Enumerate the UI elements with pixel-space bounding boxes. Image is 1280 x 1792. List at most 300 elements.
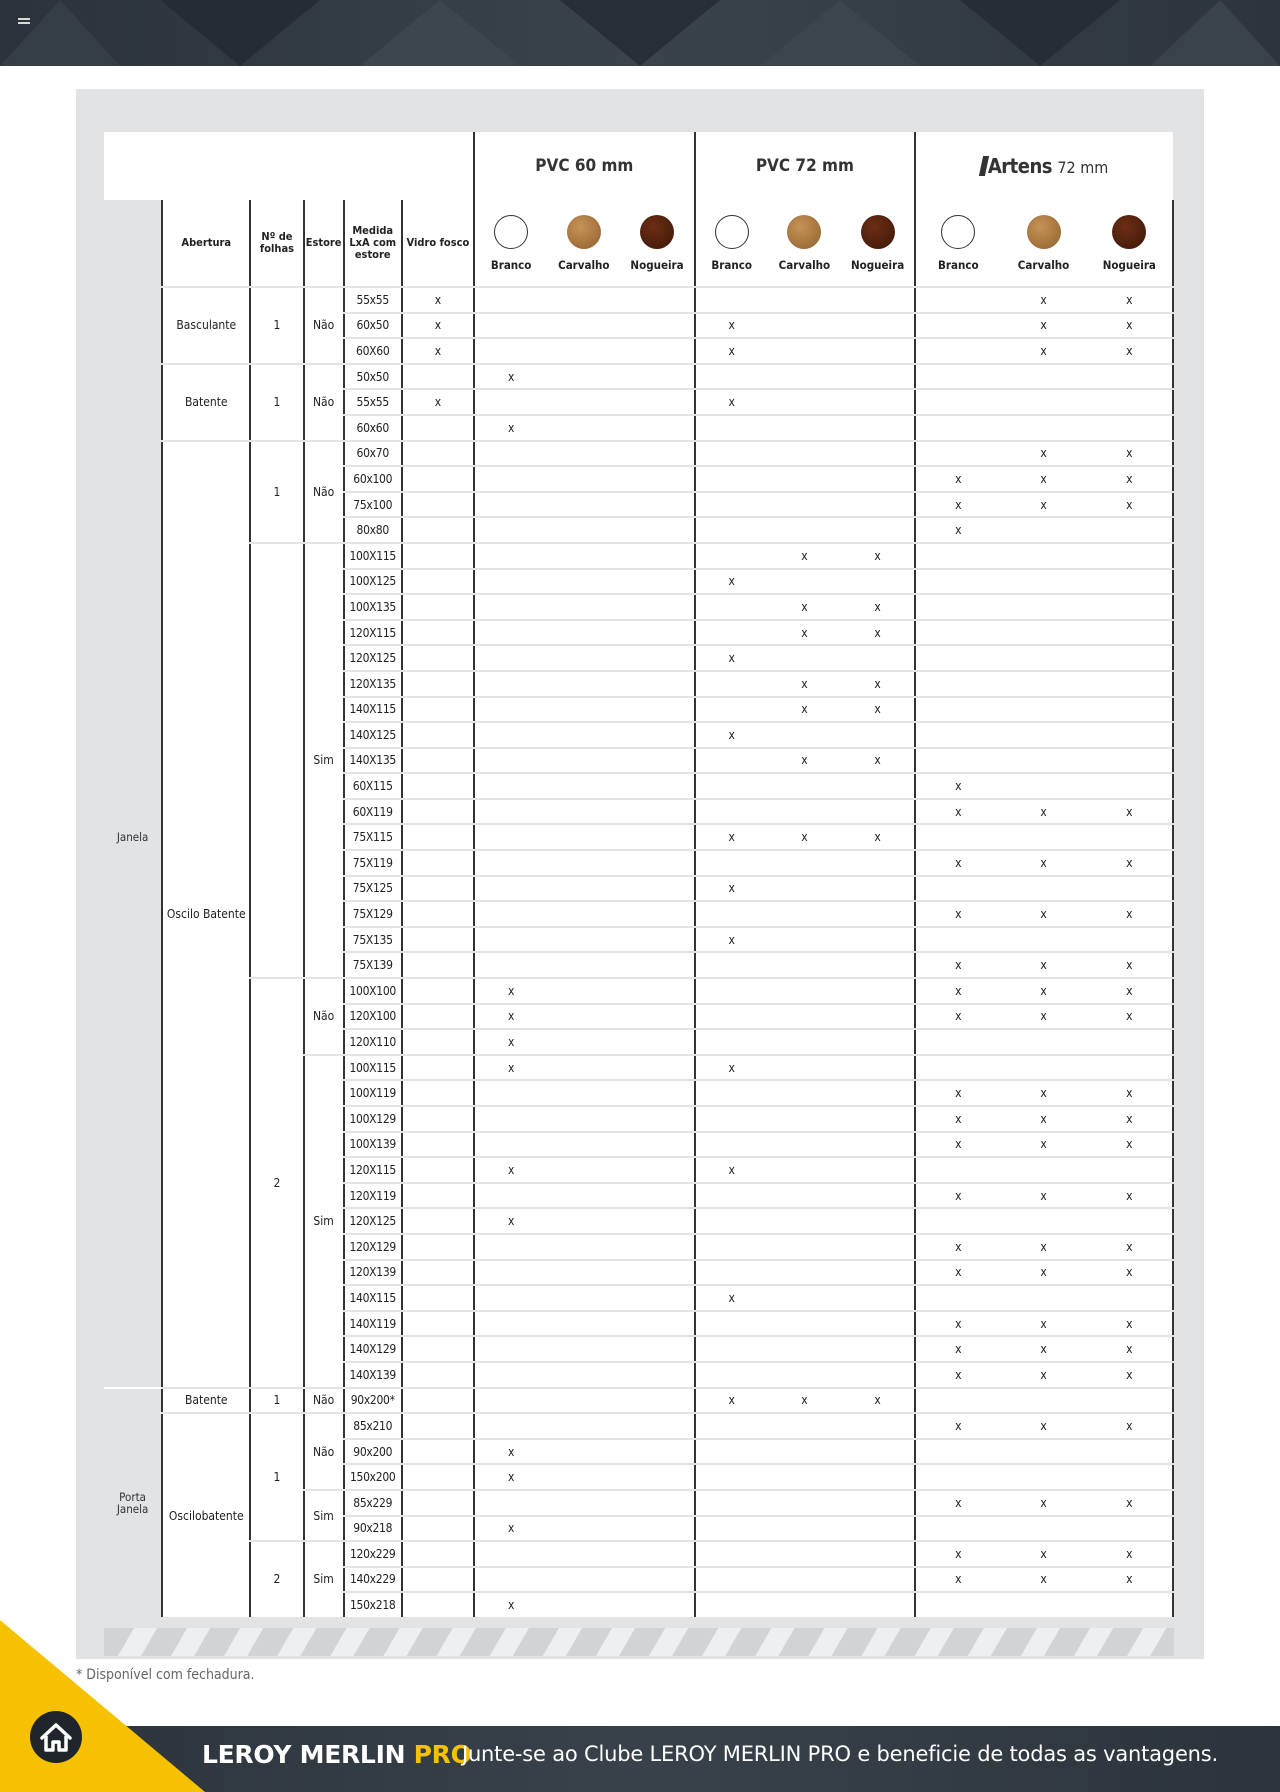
medida-cell: 100X115 xyxy=(344,543,402,569)
availability-cell xyxy=(474,1080,547,1106)
availability-cell xyxy=(547,1080,620,1106)
availability-cell xyxy=(620,1106,694,1132)
availability-cell xyxy=(841,1567,915,1593)
availability-cell: x xyxy=(768,543,841,569)
availability-cell xyxy=(841,1183,915,1209)
artens-logo: Artens xyxy=(981,154,1052,178)
color-label: Nogueira xyxy=(630,258,684,272)
availability-cell xyxy=(474,441,547,467)
availability-cell xyxy=(547,1388,620,1414)
availability-cell xyxy=(695,620,768,646)
availability-cell xyxy=(547,1336,620,1362)
availability-cell xyxy=(620,1567,694,1593)
availability-cell xyxy=(841,1336,915,1362)
vidro-cell xyxy=(402,1183,474,1209)
nogueira-swatch-icon xyxy=(640,215,674,249)
availability-cell xyxy=(547,1106,620,1132)
availability-cell xyxy=(547,1004,620,1030)
availability-cell xyxy=(695,1029,768,1055)
availability-cell xyxy=(547,1567,620,1593)
vidro-cell xyxy=(402,1260,474,1286)
medida-cell: 75X125 xyxy=(344,876,402,902)
availability-cell xyxy=(841,1004,915,1030)
color-header-branco xyxy=(915,200,1000,287)
availability-cell xyxy=(547,313,620,339)
table-row xyxy=(104,978,1173,1004)
availability-cell xyxy=(620,517,694,543)
availability-cell xyxy=(620,748,694,774)
vidro-cell: x xyxy=(402,389,474,415)
carvalho-swatch-icon xyxy=(567,215,601,249)
group-pvc72: PVC 72 mm xyxy=(695,132,916,200)
availability-cell xyxy=(768,1183,841,1209)
availability-cell xyxy=(695,1464,768,1490)
color-label: Branco xyxy=(490,258,532,272)
availability-cell: x xyxy=(695,1388,768,1414)
folhas-cell xyxy=(250,543,303,978)
vidro-cell xyxy=(402,1490,474,1516)
availability-cell xyxy=(695,1311,768,1337)
availability-cell: x xyxy=(474,1029,547,1055)
availability-cell xyxy=(915,722,1000,748)
availability-cell: x xyxy=(1000,338,1086,364)
availability-cell xyxy=(620,1260,694,1286)
availability-cell xyxy=(1087,748,1173,774)
availability-cell xyxy=(915,1592,1000,1618)
availability-cell xyxy=(1000,1157,1086,1183)
availability-cell: x xyxy=(915,1311,1000,1337)
availability-cell xyxy=(620,722,694,748)
availability-cell xyxy=(474,773,547,799)
vidro-cell xyxy=(402,773,474,799)
availability-cell xyxy=(1087,1208,1173,1234)
availability-cell xyxy=(620,415,694,441)
availability-cell xyxy=(1000,1208,1086,1234)
availability-cell xyxy=(915,1516,1000,1542)
availability-cell xyxy=(768,850,841,876)
availability-cell xyxy=(915,1157,1000,1183)
availability-cell xyxy=(474,671,547,697)
availability-cell xyxy=(547,901,620,927)
availability-cell xyxy=(841,722,915,748)
compatibility-table xyxy=(104,132,1174,1619)
medida-cell: 90x218 xyxy=(344,1516,402,1542)
availability-cell xyxy=(915,364,1000,390)
medida-cell: 140X115 xyxy=(344,697,402,723)
availability-cell: x xyxy=(695,722,768,748)
availability-cell xyxy=(841,1285,915,1311)
availability-cell xyxy=(620,1183,694,1209)
availability-cell xyxy=(841,876,915,902)
availability-cell xyxy=(768,645,841,671)
availability-cell xyxy=(474,722,547,748)
availability-cell: x xyxy=(1000,1413,1086,1439)
availability-cell xyxy=(474,1541,547,1567)
availability-cell xyxy=(1087,1157,1173,1183)
vidro-cell xyxy=(402,415,474,441)
availability-cell xyxy=(768,1055,841,1081)
availability-cell: x xyxy=(1000,978,1086,1004)
availability-cell xyxy=(695,1183,768,1209)
availability-cell: x xyxy=(1000,1183,1086,1209)
availability-cell: x xyxy=(695,927,768,953)
availability-cell xyxy=(620,824,694,850)
estore-cell: Sim xyxy=(304,1055,344,1388)
availability-cell xyxy=(841,1157,915,1183)
availability-cell xyxy=(1087,1285,1173,1311)
color-label: Carvalho xyxy=(1017,258,1070,272)
availability-cell: x xyxy=(1087,1541,1173,1567)
availability-cell xyxy=(915,1388,1000,1414)
availability-cell xyxy=(474,1490,547,1516)
estore-cell: Não xyxy=(304,1388,344,1414)
availability-cell xyxy=(1087,364,1173,390)
availability-cell xyxy=(474,389,547,415)
estore-cell: Sim xyxy=(304,1541,344,1618)
abertura-cell: Oscilo Batente xyxy=(162,441,250,1388)
medida-cell: 120X110 xyxy=(344,1029,402,1055)
vidro-cell xyxy=(402,1080,474,1106)
availability-cell xyxy=(695,466,768,492)
availability-cell xyxy=(768,1285,841,1311)
availability-cell xyxy=(474,645,547,671)
availability-cell xyxy=(620,927,694,953)
availability-cell xyxy=(841,338,915,364)
availability-cell xyxy=(620,1516,694,1542)
medida-cell: 60x60 xyxy=(344,415,402,441)
availability-cell xyxy=(547,748,620,774)
medida-cell: 150x218 xyxy=(344,1592,402,1618)
estore-cell: Não xyxy=(304,1413,344,1490)
medida-cell: 75x100 xyxy=(344,492,402,518)
availability-cell xyxy=(915,415,1000,441)
availability-cell xyxy=(768,978,841,1004)
availability-cell xyxy=(620,1311,694,1337)
availability-cell xyxy=(841,1439,915,1465)
availability-cell: x xyxy=(915,1490,1000,1516)
availability-cell xyxy=(547,441,620,467)
availability-cell xyxy=(768,1260,841,1286)
availability-cell xyxy=(768,1106,841,1132)
availability-cell xyxy=(1087,517,1173,543)
availability-cell: x xyxy=(474,1592,547,1618)
availability-cell xyxy=(620,697,694,723)
availability-cell xyxy=(768,1157,841,1183)
availability-cell: x xyxy=(1000,850,1086,876)
medida-cell: 75X139 xyxy=(344,952,402,978)
availability-cell xyxy=(841,569,915,595)
availability-cell xyxy=(620,978,694,1004)
availability-cell xyxy=(620,569,694,595)
color-header-branco xyxy=(474,200,547,287)
availability-cell xyxy=(768,927,841,953)
availability-cell xyxy=(620,1029,694,1055)
vidro-cell xyxy=(402,1413,474,1439)
availability-cell: x xyxy=(1087,1260,1173,1286)
availability-cell xyxy=(841,517,915,543)
vidro-cell xyxy=(402,620,474,646)
availability-cell xyxy=(620,1439,694,1465)
availability-cell: x xyxy=(695,569,768,595)
medida-cell: 120x229 xyxy=(344,1541,402,1567)
availability-cell xyxy=(841,1055,915,1081)
availability-cell xyxy=(1000,364,1086,390)
availability-cell xyxy=(474,287,547,313)
availability-cell: x xyxy=(1000,1490,1086,1516)
availability-cell xyxy=(915,824,1000,850)
availability-cell xyxy=(768,799,841,825)
availability-cell: x xyxy=(1087,1080,1173,1106)
availability-cell xyxy=(547,492,620,518)
availability-cell xyxy=(620,799,694,825)
table-row xyxy=(104,1541,1173,1567)
availability-cell xyxy=(620,466,694,492)
vidro-cell xyxy=(402,697,474,723)
availability-cell xyxy=(1087,645,1173,671)
medida-cell: 90x200 xyxy=(344,1439,402,1465)
availability-cell: x xyxy=(1087,287,1173,313)
group-artens: Artens 72 mm xyxy=(915,132,1173,200)
vidro-cell xyxy=(402,517,474,543)
availability-cell: x xyxy=(768,671,841,697)
availability-cell xyxy=(620,1208,694,1234)
availability-cell xyxy=(620,671,694,697)
availability-cell: x xyxy=(1087,1490,1173,1516)
availability-cell: x xyxy=(695,1285,768,1311)
availability-cell xyxy=(768,364,841,390)
availability-cell xyxy=(695,1004,768,1030)
availability-cell: x xyxy=(841,824,915,850)
availability-cell xyxy=(695,697,768,723)
availability-cell: x xyxy=(915,1183,1000,1209)
availability-cell xyxy=(841,1029,915,1055)
availability-cell xyxy=(915,1285,1000,1311)
availability-cell: x xyxy=(474,1208,547,1234)
availability-cell xyxy=(695,1567,768,1593)
color-header-nogueira xyxy=(620,200,694,287)
availability-cell: x xyxy=(1000,441,1086,467)
availability-cell: x xyxy=(915,952,1000,978)
availability-cell xyxy=(620,1080,694,1106)
availability-cell xyxy=(547,389,620,415)
yellow-corner xyxy=(0,1620,205,1792)
medida-cell: 60x50 xyxy=(344,313,402,339)
availability-cell: x xyxy=(695,645,768,671)
color-label: Branco xyxy=(937,258,979,272)
availability-cell: x xyxy=(915,517,1000,543)
availability-cell: x xyxy=(1087,1311,1173,1337)
availability-cell xyxy=(915,287,1000,313)
availability-cell: x xyxy=(1000,1132,1086,1158)
availability-cell xyxy=(841,850,915,876)
availability-cell xyxy=(620,441,694,467)
availability-cell xyxy=(547,1183,620,1209)
medida-cell: 80x80 xyxy=(344,517,402,543)
medida-cell: 90x200* xyxy=(344,1388,402,1414)
availability-cell xyxy=(620,1132,694,1158)
vidro-cell xyxy=(402,1567,474,1593)
availability-cell xyxy=(768,1004,841,1030)
availability-cell: x xyxy=(1000,466,1086,492)
availability-cell xyxy=(695,901,768,927)
availability-cell xyxy=(841,1464,915,1490)
availability-cell xyxy=(474,1362,547,1388)
availability-cell xyxy=(915,441,1000,467)
availability-cell xyxy=(841,1132,915,1158)
availability-cell xyxy=(1000,1029,1086,1055)
availability-cell xyxy=(1087,543,1173,569)
availability-cell: x xyxy=(841,543,915,569)
availability-cell: x xyxy=(1000,1080,1086,1106)
vidro-cell xyxy=(402,850,474,876)
medida-cell: 120X125 xyxy=(344,645,402,671)
availability-cell xyxy=(695,671,768,697)
availability-cell xyxy=(695,287,768,313)
availability-cell: x xyxy=(915,1106,1000,1132)
availability-cell xyxy=(1000,594,1086,620)
availability-cell xyxy=(1087,1464,1173,1490)
availability-cell: x xyxy=(915,492,1000,518)
availability-cell xyxy=(620,492,694,518)
availability-cell xyxy=(695,773,768,799)
header-vidro: Vidro fosco xyxy=(402,200,474,287)
availability-cell xyxy=(1087,1439,1173,1465)
folhas-cell: 1 xyxy=(250,1413,303,1541)
availability-cell: x xyxy=(1000,287,1086,313)
availability-cell xyxy=(695,1336,768,1362)
availability-cell: x xyxy=(1000,1311,1086,1337)
availability-cell xyxy=(695,1132,768,1158)
availability-cell xyxy=(547,1439,620,1465)
color-header-carvalho xyxy=(1000,200,1086,287)
medida-cell: 85x210 xyxy=(344,1413,402,1439)
availability-cell: x xyxy=(841,671,915,697)
footnote: * Disponível com fechadura. xyxy=(76,1667,255,1683)
table-row xyxy=(104,287,1173,313)
branco-swatch-icon xyxy=(715,215,749,249)
vidro-cell xyxy=(402,927,474,953)
availability-cell xyxy=(915,594,1000,620)
availability-cell: x xyxy=(915,1132,1000,1158)
availability-cell xyxy=(1087,1055,1173,1081)
availability-cell xyxy=(547,338,620,364)
availability-cell xyxy=(547,1132,620,1158)
availability-cell xyxy=(474,1336,547,1362)
availability-cell xyxy=(474,1183,547,1209)
availability-cell xyxy=(547,1234,620,1260)
medida-cell: 120X119 xyxy=(344,1183,402,1209)
carvalho-swatch-icon xyxy=(1027,215,1061,249)
availability-cell xyxy=(474,748,547,774)
availability-cell xyxy=(915,569,1000,595)
menu-icon[interactable] xyxy=(18,18,30,26)
availability-cell xyxy=(915,543,1000,569)
availability-cell: x xyxy=(915,1004,1000,1030)
availability-cell xyxy=(547,1362,620,1388)
availability-cell xyxy=(547,1490,620,1516)
availability-cell: x xyxy=(695,389,768,415)
availability-cell xyxy=(547,287,620,313)
availability-cell xyxy=(915,1439,1000,1465)
availability-cell: x xyxy=(1000,1004,1086,1030)
compatibility-table-wrapper xyxy=(104,132,1174,1619)
availability-cell xyxy=(768,492,841,518)
vidro-cell xyxy=(402,1234,474,1260)
availability-cell xyxy=(841,313,915,339)
availability-cell xyxy=(474,1260,547,1286)
availability-cell: x xyxy=(1000,1567,1086,1593)
availability-cell xyxy=(547,671,620,697)
medida-cell: 120X129 xyxy=(344,1234,402,1260)
availability-cell xyxy=(620,1464,694,1490)
availability-cell xyxy=(768,287,841,313)
availability-cell xyxy=(768,1336,841,1362)
availability-cell: x xyxy=(1000,1362,1086,1388)
availability-cell xyxy=(1087,569,1173,595)
color-header-nogueira xyxy=(1087,200,1173,287)
medida-cell: 100X125 xyxy=(344,569,402,595)
availability-cell: x xyxy=(1000,799,1086,825)
folhas-cell: 1 xyxy=(250,364,303,441)
availability-cell: x xyxy=(1000,492,1086,518)
folhas-cell: 1 xyxy=(250,1388,303,1414)
vidro-cell xyxy=(402,1208,474,1234)
availability-cell xyxy=(1000,389,1086,415)
medida-cell: 120X115 xyxy=(344,1157,402,1183)
medida-cell: 140X135 xyxy=(344,748,402,774)
availability-cell: x xyxy=(1000,1106,1086,1132)
availability-cell xyxy=(841,415,915,441)
vidro-cell xyxy=(402,1311,474,1337)
availability-cell xyxy=(915,697,1000,723)
availability-cell: x xyxy=(1087,1413,1173,1439)
availability-cell xyxy=(547,1285,620,1311)
home-icon[interactable] xyxy=(28,1709,84,1765)
availability-cell xyxy=(1087,927,1173,953)
vidro-cell xyxy=(402,466,474,492)
availability-cell xyxy=(915,338,1000,364)
availability-cell xyxy=(768,1439,841,1465)
availability-cell xyxy=(474,876,547,902)
availability-cell xyxy=(841,441,915,467)
availability-cell xyxy=(620,1413,694,1439)
vidro-cell xyxy=(402,1055,474,1081)
availability-cell: x xyxy=(474,1004,547,1030)
availability-cell xyxy=(841,1080,915,1106)
availability-cell xyxy=(620,1157,694,1183)
medida-cell: 100X115 xyxy=(344,1055,402,1081)
availability-cell xyxy=(768,1567,841,1593)
availability-cell xyxy=(547,415,620,441)
color-header-carvalho xyxy=(547,200,620,287)
medida-cell: 120X125 xyxy=(344,1208,402,1234)
availability-cell xyxy=(1000,773,1086,799)
nogueira-swatch-icon xyxy=(1112,215,1146,249)
medida-cell: 75X135 xyxy=(344,927,402,953)
availability-cell xyxy=(474,313,547,339)
availability-cell xyxy=(695,594,768,620)
availability-cell xyxy=(695,364,768,390)
availability-cell xyxy=(547,697,620,723)
availability-cell: x xyxy=(768,824,841,850)
availability-cell xyxy=(1000,1388,1086,1414)
availability-cell xyxy=(474,1285,547,1311)
availability-cell xyxy=(1000,1464,1086,1490)
availability-cell xyxy=(841,1260,915,1286)
availability-cell xyxy=(547,1208,620,1234)
availability-cell xyxy=(474,338,547,364)
medida-cell: 120X135 xyxy=(344,671,402,697)
